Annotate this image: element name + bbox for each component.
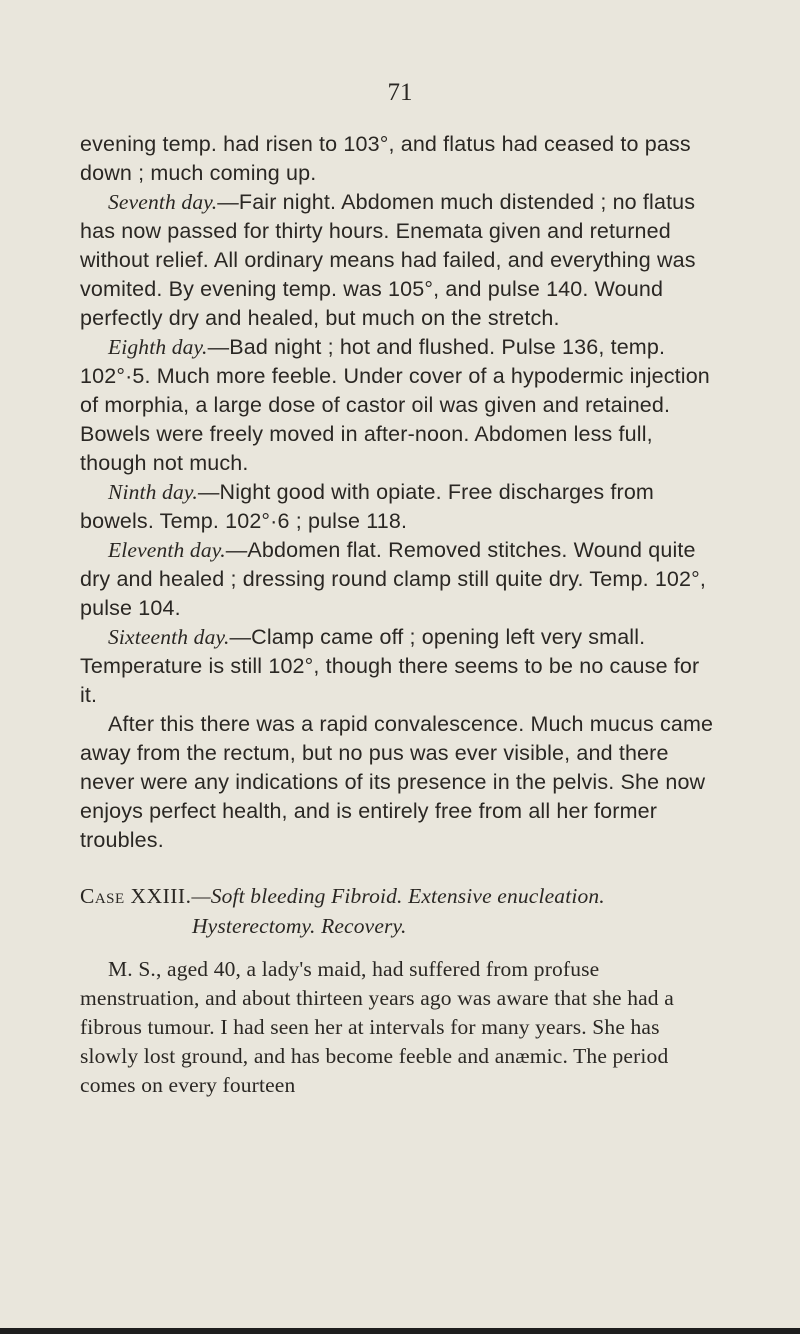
day-label: Ninth day. — [108, 480, 198, 504]
case-body-paragraph: M. S., aged 40, a lady's maid, had suffered from profuse menstruation, and about thirteen years ago was aware that she had a fibrous tumour. I had seen her at intervals for many years. She has slowly lost ground, and has become feeble and anæmic. The period comes on every fourteen — [80, 957, 674, 1097]
case-subtitle: Hysterectomy. Recovery. — [192, 914, 407, 938]
case-heading — [80, 881, 720, 941]
page-edge-rule — [0, 1328, 800, 1334]
day-label: Sixteenth day. — [108, 625, 230, 649]
day-label: Eleventh day. — [108, 538, 226, 562]
day-entry-eighth — [80, 333, 720, 478]
continuation-paragraph: evening temp. had risen to 103°, and flatus had ceased to pass down ; much coming up. — [80, 132, 691, 185]
page-number: 71 — [387, 79, 413, 106]
case-title: —Soft bleeding Fibroid. Extensive enucleation. — [191, 884, 605, 908]
day-entry-ninth — [80, 478, 720, 536]
day-text: —Clamp came off ; opening left very small. Temperature is still 102°, though there seems to be no cause for it. — [80, 625, 700, 707]
day-text: —Night good with opiate. Free discharges from bowels. Temp. 102°·6 ; pulse 118. — [80, 480, 654, 533]
page-body — [80, 130, 720, 1122]
case-number: Case XXIII. — [80, 884, 192, 908]
day-entry-seventh — [80, 188, 720, 333]
day-text: —Bad night ; hot and flushed. Pulse 136, temp. 102°·5. Much more feeble. Under cover of a hypodermic injection of morphia, a large dose of castor oil was given and retained. Bowels were freely moved in after-noon. Abdomen less full, though not much. — [80, 335, 710, 475]
day-text: —Fair night. Abdomen much distended ; no flatus has now passed for thirty hours. Enemata given and returned without relief. All ordinary means had failed, and everything was vomited. By evening temp. was 105°, and pulse 140. Wound perfectly dry and healed, but much on the stretch. — [80, 190, 696, 330]
day-entry-eleventh — [80, 536, 720, 623]
day-text: —Abdomen flat. Removed stitches. Wound quite dry and healed ; dressing round clamp still quite dry. Temp. 102°, pulse 104. — [80, 538, 707, 620]
convalescence-paragraph: After this there was a rapid convalescence. Much mucus came away from the rectum, but no pus was ever visible, and there never were any indications of its presence in the pelvis. She now enjoys perfect health, and is entirely free from all her former troubles. — [80, 712, 714, 852]
day-label: Seventh day. — [108, 190, 218, 214]
day-entry-sixteenth — [80, 623, 720, 710]
day-label: Eighth day. — [108, 335, 208, 359]
